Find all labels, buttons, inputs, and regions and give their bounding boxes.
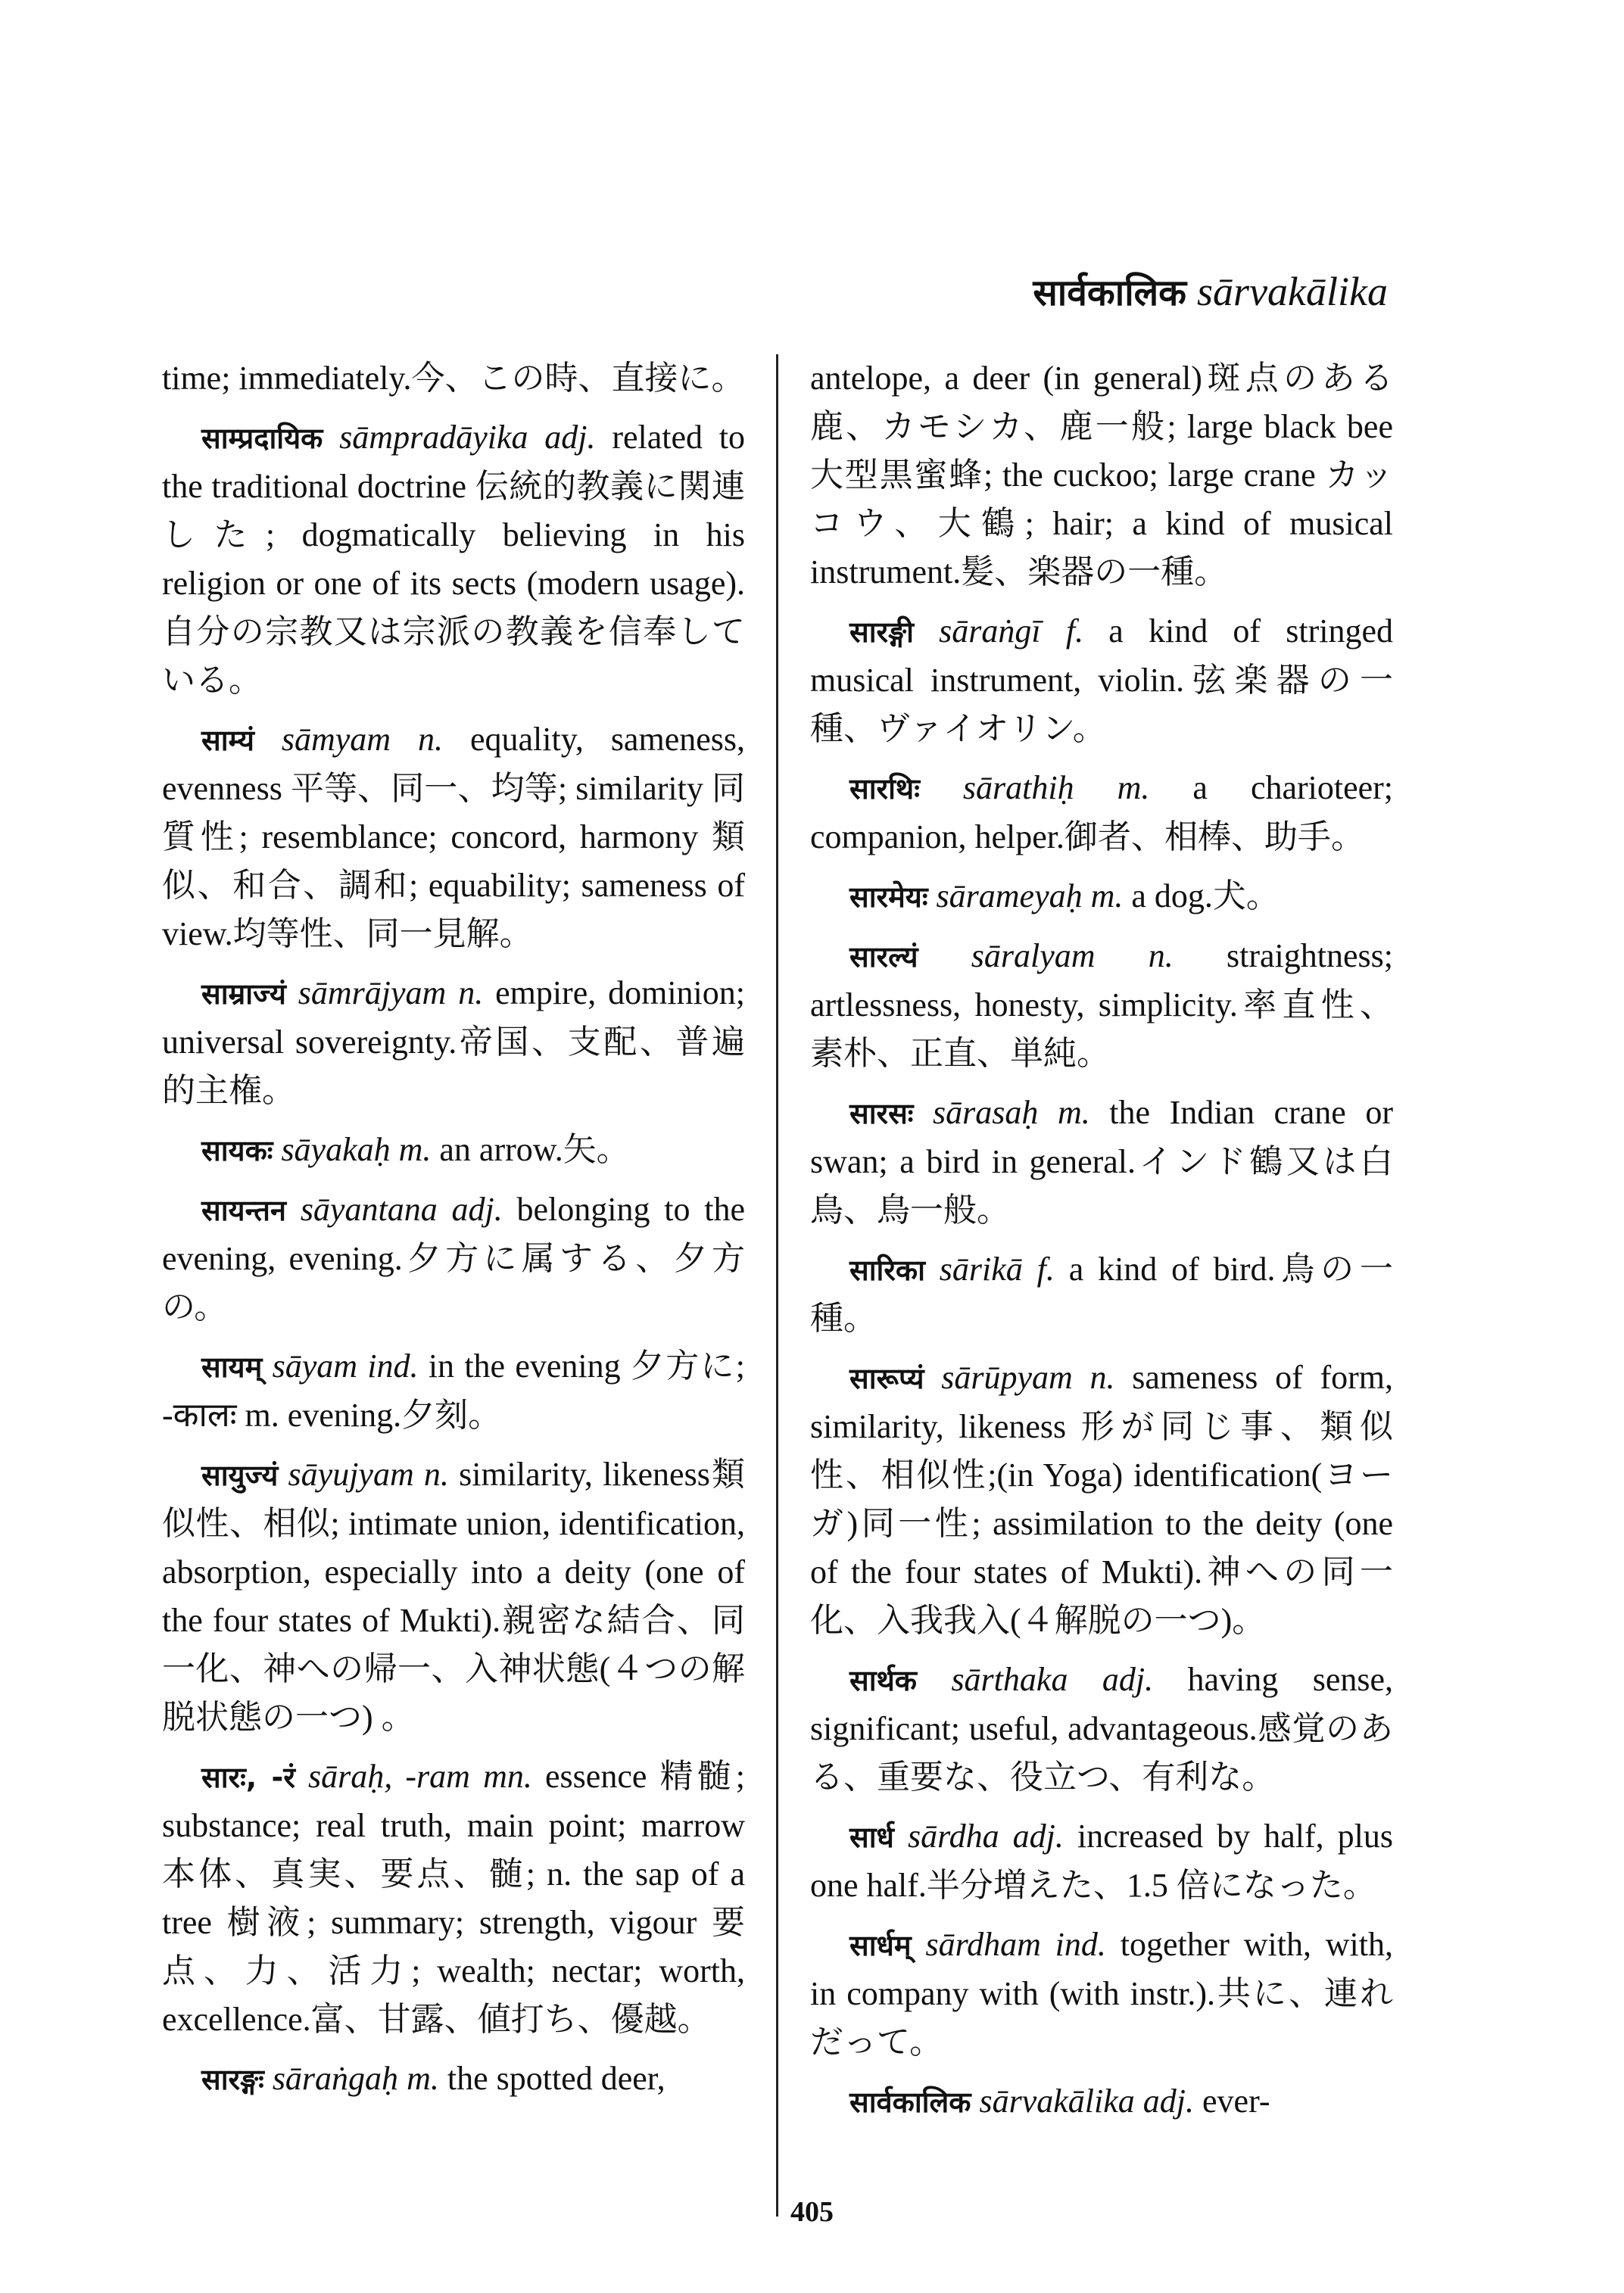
dictionary-entry — [162, 1126, 745, 1175]
entry-headword: सार्धम् — [849, 1929, 912, 1962]
entry-transliteration: sārdham — [925, 1926, 1041, 1963]
entry-definition: related to the traditional doctrine 伝統的教義に関連した; dogmatically believing in his religion or one of its sects (modern usage).自分の宗教又は宗派の教義を信奉している。 — [162, 419, 746, 699]
entry-headword: सायन्तन — [201, 1194, 287, 1227]
dictionary-entry — [810, 1089, 1393, 1235]
dictionary-entry — [162, 413, 745, 705]
entry-headword: सारः, -रं — [201, 1761, 295, 1794]
dictionary-entry — [162, 969, 745, 1115]
entry-grammar: ind. — [367, 1347, 419, 1385]
entry-grammar: m. — [1117, 769, 1150, 806]
entry-grammar: adj. — [1012, 1818, 1064, 1855]
dictionary-entry — [810, 1921, 1393, 2067]
entry-grammar: n. — [458, 974, 484, 1011]
entry-transliteration: sārameyaḥ — [936, 877, 1083, 914]
entry-headword: साम्प्रदायिक — [201, 422, 323, 455]
entry-grammar: f. — [1065, 612, 1084, 650]
dictionary-entry — [162, 1752, 745, 2044]
entry-transliteration: sāyakaḥ — [281, 1131, 391, 1168]
entry-transliteration: sārikā — [939, 1251, 1023, 1288]
column-divider — [776, 354, 778, 2217]
entry-headword: सारङ्गः — [201, 2063, 264, 2096]
dictionary-entry — [810, 354, 1393, 597]
entry-headword: सारूप्यं — [849, 1362, 924, 1395]
entry-headword: सार्ध — [849, 1821, 894, 1854]
entry-headword: सायकः — [201, 1134, 273, 1167]
entry-definition: similarity, likeness類似性、相似; intimate union, identification, absorption, especially into a deity (one of the four states of Mukti).親密な結合、同一化、神への帰一、入神状態(４つの解脱状態の一つ) 。 — [162, 1456, 746, 1736]
entry-headword: सायम् — [201, 1351, 263, 1384]
dictionary-entry — [810, 1812, 1393, 1910]
entry-definition: belonging to the evening, evening.夕方に属する、夕方の。 — [162, 1191, 746, 1326]
entry-definition: together with, with, in company with (with instr.).共に、連れだって。 — [810, 1926, 1393, 2061]
entry-transliteration: sārthaka — [951, 1661, 1068, 1698]
entry-definition: ever- — [1202, 2083, 1270, 2120]
entry-headword: साम्यं — [201, 724, 254, 757]
entry-transliteration: sārdha — [907, 1818, 999, 1855]
entry-headword: सारङ्गी — [849, 615, 914, 649]
entry-transliteration: sāyantana — [300, 1191, 438, 1228]
dictionary-entry — [810, 2077, 1393, 2126]
entry-headword: सायुज्यं — [201, 1459, 279, 1492]
entry-headword: सारिका — [849, 1254, 925, 1287]
entry-grammar: m. — [398, 1131, 432, 1168]
entry-transliteration: sāmpradāyika — [339, 419, 528, 456]
entry-definition: the spotted deer, — [447, 2060, 665, 2097]
entry-transliteration: sārathiḥ — [962, 769, 1074, 806]
dictionary-entry — [810, 1656, 1393, 1802]
dictionary-entry — [810, 607, 1393, 753]
dictionary-entry — [162, 1342, 745, 1440]
dictionary-entry — [810, 764, 1393, 861]
left-column — [162, 354, 745, 2114]
entry-grammar: adj. — [1102, 1661, 1154, 1698]
entry-transliteration: sārūpyam — [941, 1359, 1073, 1396]
entry-definition: straightness; artlessness, honesty, simplicity.率直性、素朴、正直、単純。 — [810, 937, 1393, 1072]
dictionary-entry — [810, 1354, 1393, 1645]
entry-definition: in the evening 夕方に; -कालः m. evening.夕刻。 — [162, 1347, 745, 1434]
entry-headword: सारमेयः — [849, 880, 928, 914]
dictionary-entry — [810, 932, 1393, 1078]
entry-definition: essence 精髄; substance; real truth, main point; marrow 本体、真実、要点、髄; n. the sap of a tree 樹液; summary; strength, vigour 要点、力、活力; wealth; nectar; worth, excellence.富、甘露、値打ち、優越。 — [162, 1758, 746, 2038]
entry-transliteration: sāraḥ, -ram — [308, 1758, 470, 1795]
entry-grammar: mn. — [483, 1758, 532, 1795]
entry-definition: a kind of bird.鳥の一種。 — [810, 1251, 1394, 1337]
page-number: 405 — [790, 2196, 834, 2228]
entry-grammar: n. — [423, 1456, 449, 1493]
header-devanagari: सार्वकालिक — [1033, 272, 1187, 314]
entry-transliteration: sāyujyam — [288, 1456, 414, 1493]
entry-definition: a kind of stringed musical instrument, violin.弦楽器の一種、ヴァイオリン。 — [810, 612, 1394, 747]
entry-grammar: ind. — [1055, 1926, 1106, 1963]
entry-transliteration: sārasaḥ — [933, 1094, 1039, 1131]
entry-definition: increased by half, plus one half.半分増えた、1.5 倍になった。 — [810, 1818, 1394, 1904]
entry-grammar: adj. — [1142, 2083, 1195, 2120]
header-transliteration: sārvakālika — [1197, 269, 1388, 314]
entry-headword: सारथिः — [849, 772, 920, 805]
dictionary-entry — [162, 1450, 745, 1742]
entry-definition: antelope, a deer (in general)斑点のある鹿、カモシカ、鹿一般; large black bee 大型黒蜜蜂; the cuckoo; large crane カッコウ、大鶴; hair; a kind of musical instrument.髪、楽器の一種。 — [810, 360, 1393, 590]
entry-headword: सारल्यं — [849, 940, 918, 974]
entry-grammar: adj. — [544, 419, 596, 456]
entry-grammar: adj. — [451, 1191, 503, 1228]
entry-grammar: n. — [1089, 1359, 1115, 1396]
entry-definition: an arrow.矢。 — [439, 1131, 630, 1168]
dictionary-entry — [162, 715, 745, 958]
entry-transliteration: sāralyam — [971, 937, 1096, 974]
running-header — [1033, 271, 1388, 312]
entry-transliteration: sārvakālika — [979, 2083, 1135, 2120]
entry-grammar: n. — [1148, 937, 1174, 974]
entry-definition: empire, dominion; universal sovereignty.帝国、支配、普遍的主権。 — [162, 974, 745, 1109]
entry-grammar: f. — [1036, 1251, 1055, 1288]
entry-headword: सार्थक — [849, 1664, 917, 1697]
entry-headword: साम्राज्यं — [201, 977, 286, 1011]
entry-definition: time; immediately.今、この時、直接に。 — [162, 360, 745, 397]
entry-grammar: m. — [407, 2060, 439, 2097]
entry-transliteration: sāmyam — [281, 721, 391, 758]
dictionary-entry — [810, 1245, 1393, 1343]
entry-transliteration: sāmrājyam — [298, 974, 447, 1011]
entry-definition: equality, sameness, evenness 平等、同一、均等; similarity 同質性; resemblance; concord, harmony 類似、和合、調和; equability; sameness of view.均等性、同一見解。 — [162, 721, 745, 952]
entry-definition: the Indian crane or swan; a bird in general.インド鶴又は白鳥、鳥一般。 — [810, 1094, 1394, 1229]
entry-headword: सार्वकालिक — [849, 2086, 971, 2119]
dictionary-entry — [810, 872, 1393, 921]
dictionary-entry — [162, 354, 745, 403]
entry-transliteration: sāraṅgaḥ — [272, 2060, 399, 2097]
entry-grammar: n. — [418, 721, 444, 758]
dictionary-entry — [162, 2055, 745, 2104]
dictionary-entry — [162, 1185, 745, 1332]
entry-definition: sameness of form, similarity, likeness 形が同じ事、類似性、相似性;(in Yoga) identification(ヨーガ)同一性; assimilation to the deity (one of the four states of Mukti).神への同一化、入我我入(４解脱の一つ)。 — [810, 1359, 1393, 1639]
entry-transliteration: sāyam — [272, 1347, 358, 1385]
entry-headword: सारसः — [849, 1097, 914, 1130]
entry-grammar: m. — [1057, 1094, 1090, 1131]
right-column — [810, 354, 1393, 2137]
entry-grammar: m. — [1090, 877, 1124, 914]
entry-definition: a charioteer; companion, helper.御者、相棒、助手。 — [810, 769, 1394, 855]
entry-transliteration: sāraṅgī — [939, 612, 1041, 650]
entry-definition: a dog.犬。 — [1131, 877, 1280, 914]
entry-definition: having sense, significant; useful, advantageous.感覚のある、重要な、役立つ、有利な。 — [810, 1661, 1394, 1796]
